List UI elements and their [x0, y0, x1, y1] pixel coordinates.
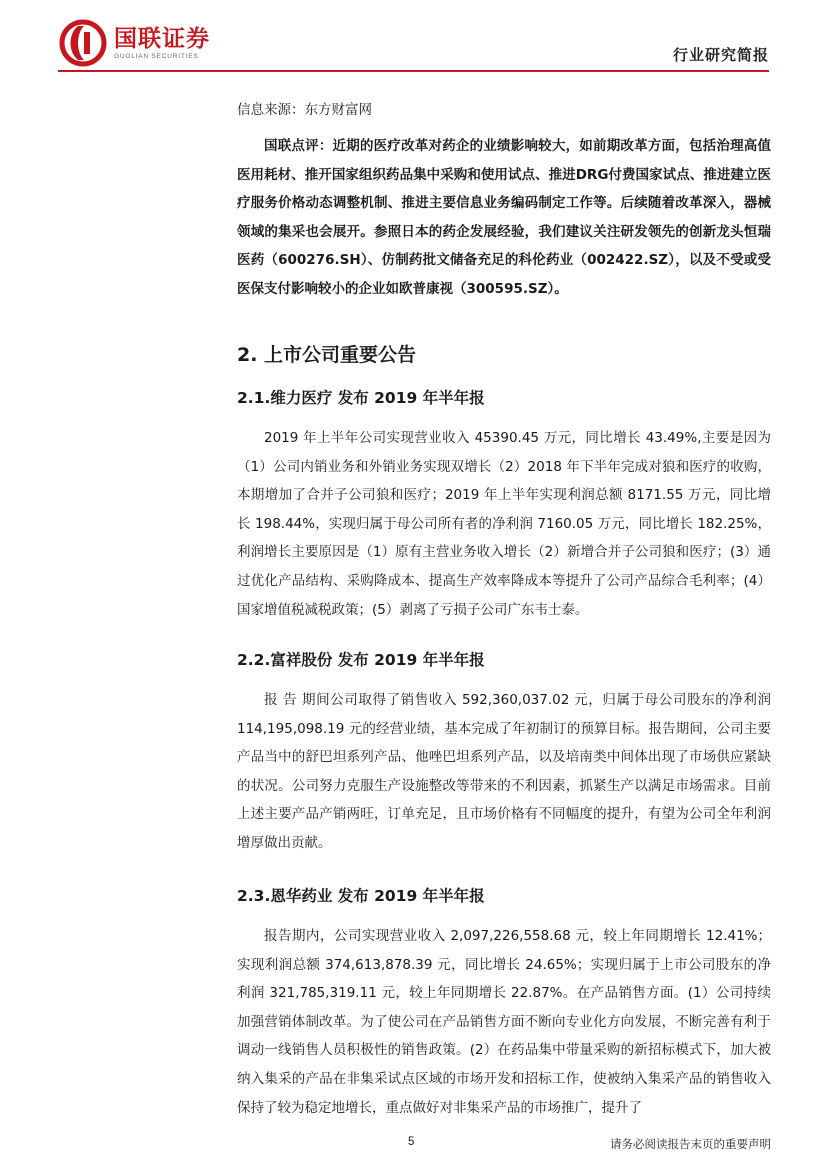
subsection-2-1-body: [237, 424, 771, 624]
disclaimer-note: 请务必阅读报告末页的重要声明: [610, 1137, 771, 1151]
paragraph: 报告期内，公司实现营业收入 2,097,226,558.68 元，较上年同期增长 12.41%；实现利润总额 374,613,878.39 元，同比增长 24.65%；实现归属于上市公司股东的净利润 321,785,319.11 元，较上年同期增长 22.87%。在产品销售方面。(1）公司持续加强营销体制改革。为了使公司在产品销售方面不断向专业化方向发展，不断完善有利于调动一线销售人员积极性的销售政策。(2）在药品集中带量采购的新招标模式下，加大被纳入集采的产品在非集采试点区域的市场开发和招标工作，使被纳入集采产品的销售收入保持了较为稳定地增长，重点做好对非集采产品的市场推广，提升了: [237, 928, 771, 1116]
comment-text: 国联点评：近期的医疗改革对药企的业绩影响较大，如前期改革方面，包括治理高值医用耗材、推开国家组织药品集中采购和使用试点、推进DRG付费国家试点、推进建立医疗服务价格动态调整机制、推进主要信息业务编码制定工作等。后续随着改革深入，器械领域的集采也会展开。参照日本的药企发展经验，我们建议关注研发领先的创新龙头恒瑞医药（600276.SH）、仿制药批文储备充足的科伦药业（002422.SZ），以及不受或受医保支付影响较小的企业如欧普康视（300595.SZ）。: [237, 138, 771, 297]
subsection-2-1-heading: 2.1.维力医疗 发布 2019 年半年报: [237, 389, 485, 407]
source-line: [237, 96, 771, 125]
page-number: 5: [408, 1136, 415, 1148]
company-logo: [58, 18, 210, 68]
subsection-2-3-body: [237, 922, 771, 1122]
paragraph: 报 告 期间公司取得了销售收入 592,360,037.02 元，归属于母公司股东的净利润 114,195,098.19 元的经营业绩，基本完成了年初制订的预算目标。报告期间，公司主要产品当中的舒巴坦系列产品、他唑巴坦系列产品，以及培南类中间体出现了市场供应紧缺的状况。公司努力克服生产设施整改等带来的不利因素，抓紧生产以满足市场需求。目前上述主要产品产销两旺，订单充足，且市场价格有不同幅度的提升，有望为公司全年利润增厚做出贡献。: [237, 692, 771, 851]
source-text: 信息来源：东方财富网: [237, 102, 372, 118]
logo-english-name: GUOLIAN SECURITIES: [114, 53, 199, 60]
subsection-2-2-heading: 2.2.富祥股份 发布 2019 年半年报: [237, 651, 485, 669]
report-type-label: 行业研究简报: [672, 46, 769, 64]
logo-chinese-name: 国联证券: [114, 26, 210, 52]
section-2-heading: 2. 上市公司重要公告: [237, 344, 417, 366]
header-divider: [58, 70, 769, 72]
guolian-logo-icon: [58, 18, 108, 68]
subsection-2-3-heading: 2.3.恩华药业 发布 2019 年半年报: [237, 887, 485, 905]
paragraph: 2019 年上半年公司实现营业收入 45390.45 万元，同比增长 43.49%,主要是因为（1）公司内销业务和外销业务实现双增长（2）2018 年下半年完成对狼和医疗的收购，本期增加了合并子公司狼和医疗；2019 年上半年实现利润总额 8171.55 万元，同比增长 198.44%，实现归属于母公司所有者的净利润 7160.05 万元，同比增长 182.25%，利润增长主要原因是（1）原有主营业务收入增长（2）新增合并子公司狼和医疗；(3）通过优化产品结构、采购降成本、提高生产效率降成本等提升了公司产品综合毛利率；(4）国家增值税减税政策；(5）剥离了亏损子公司广东韦士泰。: [237, 430, 771, 618]
guolian-comment: [237, 132, 771, 304]
subsection-2-2-body: [237, 686, 771, 858]
page-header: [58, 14, 769, 70]
